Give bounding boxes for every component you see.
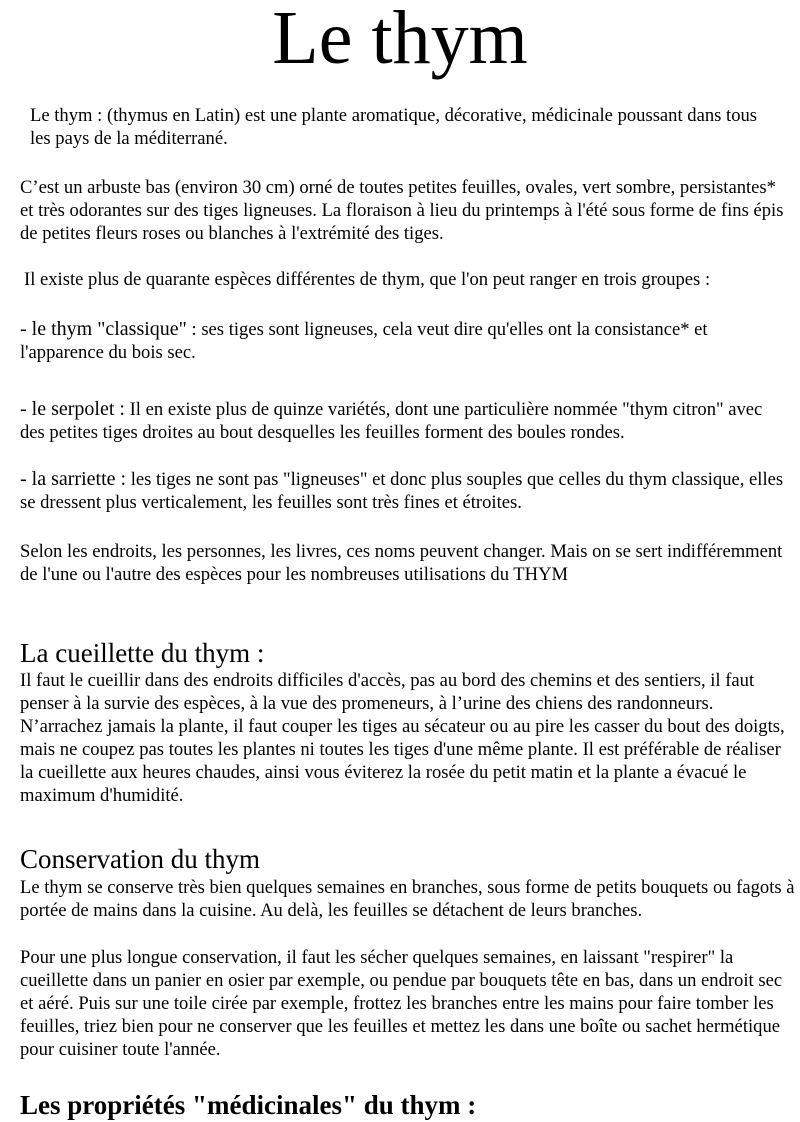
page-title: Le thym [272,0,528,80]
group-text: : ses tiges sont ligneuses, cela veut dire qu'elles ont la consistance* et l'apparence du bois sec. [20,319,708,363]
names-note-paragraph: Selon les endroits, les personnes, les livres, ces noms peuvent changer. Mais on se sert indifféremment de l'une ou l'autre des espèces pour les nombreuses utilisations du THYM [20,541,783,585]
group-item-sarriette [20,468,790,514]
conservation-paragraph-2: Pour une plus longue conservation, il faut les sécher quelques semaines, en laissant "respirer" la cueillette dans un panier en osier par exemple, ou pendue par bouquets tête en bas, dans un endroit sec et aéré. Puis sur une toile cirée par exemple, frottez les branches entre les mains pour faire tomber les feuilles, triez bien pour ne conserver que les feuilles et mettez les dans une boîte ou sachet hermétique pour cuisiner toute l'année. [20,947,783,1060]
group-lead: - le thym "classique" [20,318,187,340]
group-item-serpolet [20,398,790,444]
group-text: les tiges ne sont pas "ligneuses" et donc plus souples que celles du thym classique, elles se dressent plus verticalement, les feuilles sont très fines et étroites. [20,469,784,513]
description-paragraph: C’est un arbuste bas (environ 30 cm) orné de toutes petites feuilles, ovales, vert sombre, persistantes* et très odorantes sur des tiges ligneuses. La floraison à lieu du printemps à l'été sous forme de fins épis de petites fleurs roses ou blanches à l'extrémité des tiges. [20,177,784,244]
group-lead: - la sarriette : [20,468,127,490]
conservation-paragraph-1: Le thym se conserve très bien quelques semaines en branches, sous forme de petits bouquets ou fagots à portée de mains dans la cuisine. Au delà, les feuilles se détachent de leurs branches. [20,877,795,921]
harvest-paragraph: Il faut le cueillir dans des endroits difficiles d'accès, pas au bord des chemins et des sentiers, il faut penser à la survie des espèces, à la vue des promeneurs, à l’urine des chiens des randonneurs. N’arrachez jamais la plante, il faut couper les tiges au sécateur ou au pire les casser du bout des doigts, mais ne coupez pas toutes les plantes ni toutes les tiges d'une même plante. Il est préférable de réaliser la cueillette aux heures chaudes, ainsi vous éviterez la rosée du petit matin et la plante a évacué le maximum d'humidité. [20,670,785,806]
group-item-classique [20,318,790,364]
harvest-heading: La cueillette du thym : [20,638,265,668]
group-text: Il en existe plus de quinze variétés, dont une particulière nommée "thym citron" avec des petites tiges droites au bout desquelles les feuilles forment des boules rondes. [20,399,763,443]
properties-heading: Les propriétés "médicinales" du thym : [20,1090,477,1120]
group-lead: - le serpolet : [20,398,125,420]
intro-paragraph: Le thym : (thymus en Latin) est une plante aromatique, décorative, médicinale poussant dans tous les pays de la méditerrané. [30,105,758,149]
conservation-heading: Conservation du thym [20,844,260,874]
groups-intro: Il existe plus de quarante espèces différentes de thym, que l'on peut ranger en trois groupes : [24,269,711,290]
